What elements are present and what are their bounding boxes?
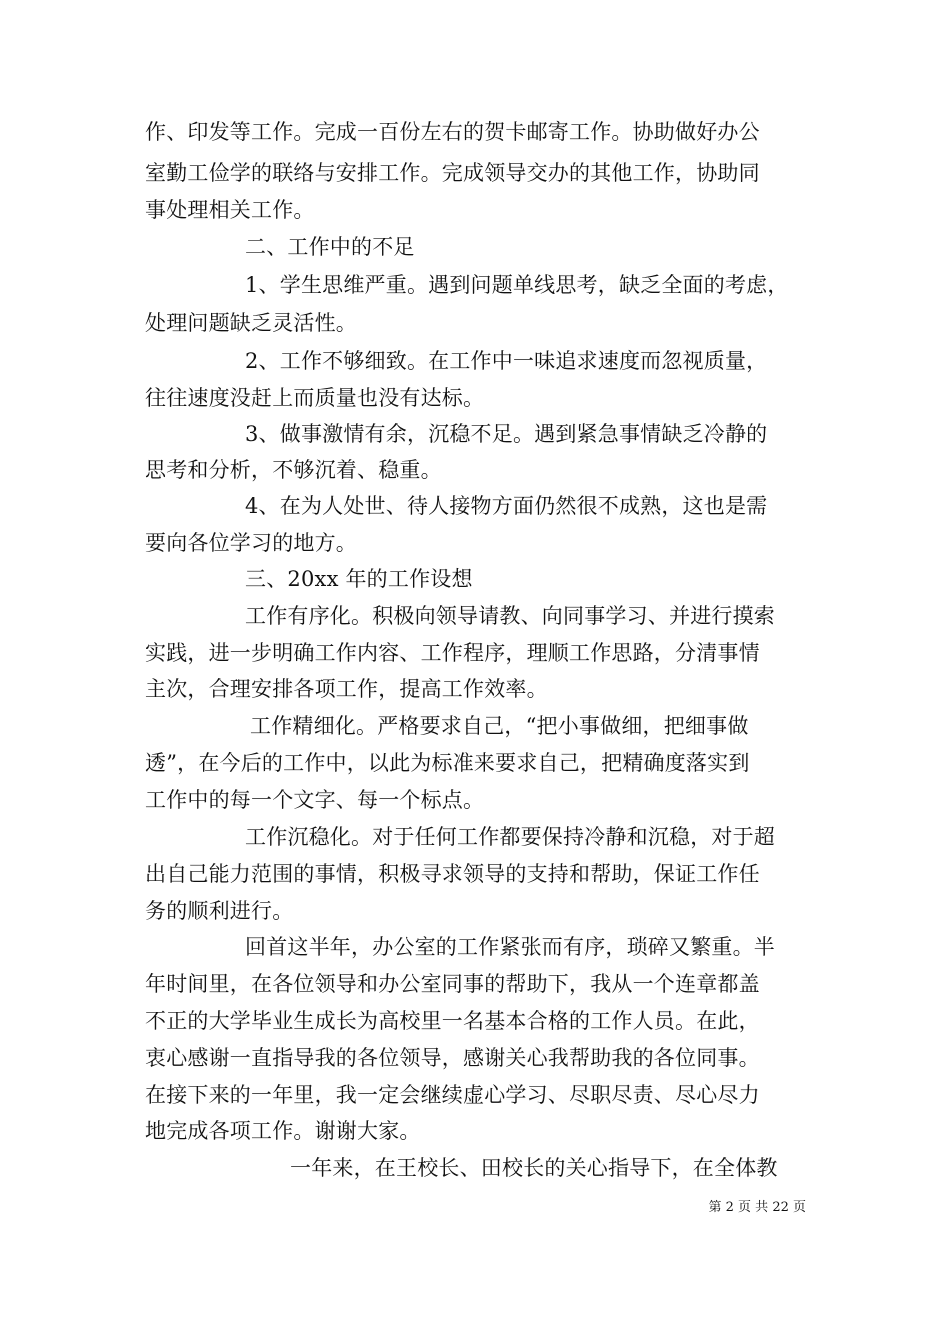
text-line-21: 出自己能力范围的事情，积极寻求领导的支持和帮助，保证工作任 [145, 862, 760, 886]
text-line-25: 不正的大学毕业生成长为高校里一名基本合格的工作人员。在此， [145, 1009, 760, 1033]
text-line-11: 4、在为人处世、待人接物方面仍然很不成熟，这也是需 [245, 494, 768, 518]
text-line-2: 室勤工俭学的联络与安排工作。完成领导交办的其他工作，协助同 [145, 161, 760, 185]
text-line-27: 在接下来的一年里，我一定会继续虚心学习、尽职尽责、尽心尽力 [145, 1083, 760, 1107]
text-line-5: 1、学生思维严重。遇到问题单线思考，缺乏全面的考虑， [245, 273, 789, 297]
text-line-24: 年时间里，在各位领导和办公室同事的帮助下，我从一个连章都盖 [145, 972, 760, 996]
section-heading-2: 二、工作中的不足 [245, 235, 415, 259]
text-line-14: 工作有序化。积极向领导请教、向同事学习、并进行摸索 [245, 604, 775, 628]
section-heading-3: 三、20xx 年的工作设想 [245, 567, 473, 591]
text-line-1: 作、印发等工作。完成一百份左右的贺卡邮寄工作。协助做好办公 [145, 120, 760, 144]
text-line-3: 事处理相关工作。 [145, 198, 315, 222]
text-line-18: 透”，在今后的工作中，以此为标准来要求自己，把精确度落实到 [145, 751, 750, 775]
text-line-28: 地完成各项工作。谢谢大家。 [145, 1119, 421, 1143]
page-number-footer: 第 2 页 共 22 页 [708, 1200, 806, 1215]
text-line-7: 2、工作不够细致。在工作中一味追求速度而忽视质量， [245, 349, 768, 373]
text-line-22: 务的顺利进行。 [145, 899, 294, 923]
text-line-20: 工作沉稳化。对于任何工作都要保持冷静和沉稳，对于超 [245, 825, 775, 849]
text-line-12: 要向各位学习的地方。 [145, 531, 357, 555]
text-line-15: 实践，进一步明确工作内容、工作程序，理顺工作思路，分清事情 [145, 641, 760, 665]
text-line-17: 工作精细化。严格要求自己，“把小事做细，把细事做 [250, 714, 749, 738]
text-line-29: 一年来，在王校长、田校长的关心指导下，在全体教 [290, 1156, 778, 1180]
text-line-6: 处理问题缺乏灵活性。 [145, 311, 357, 335]
text-line-10: 思考和分析，不够沉着、稳重。 [145, 458, 442, 482]
text-line-9: 3、做事激情有余，沉稳不足。遇到紧急事情缺乏冷静的 [245, 422, 768, 446]
text-line-19: 工作中的每一个文字、每一个标点。 [145, 788, 485, 812]
text-line-8: 往往速度没赶上而质量也没有达标。 [145, 386, 485, 410]
text-line-26: 衷心感谢一直指导我的各位领导，感谢关心我帮助我的各位同事。 [145, 1046, 760, 1070]
text-line-16: 主次，合理安排各项工作，提高工作效率。 [145, 677, 548, 701]
text-line-23: 回首这半年，办公室的工作紧张而有序，琐碎又繁重。半 [245, 935, 775, 959]
